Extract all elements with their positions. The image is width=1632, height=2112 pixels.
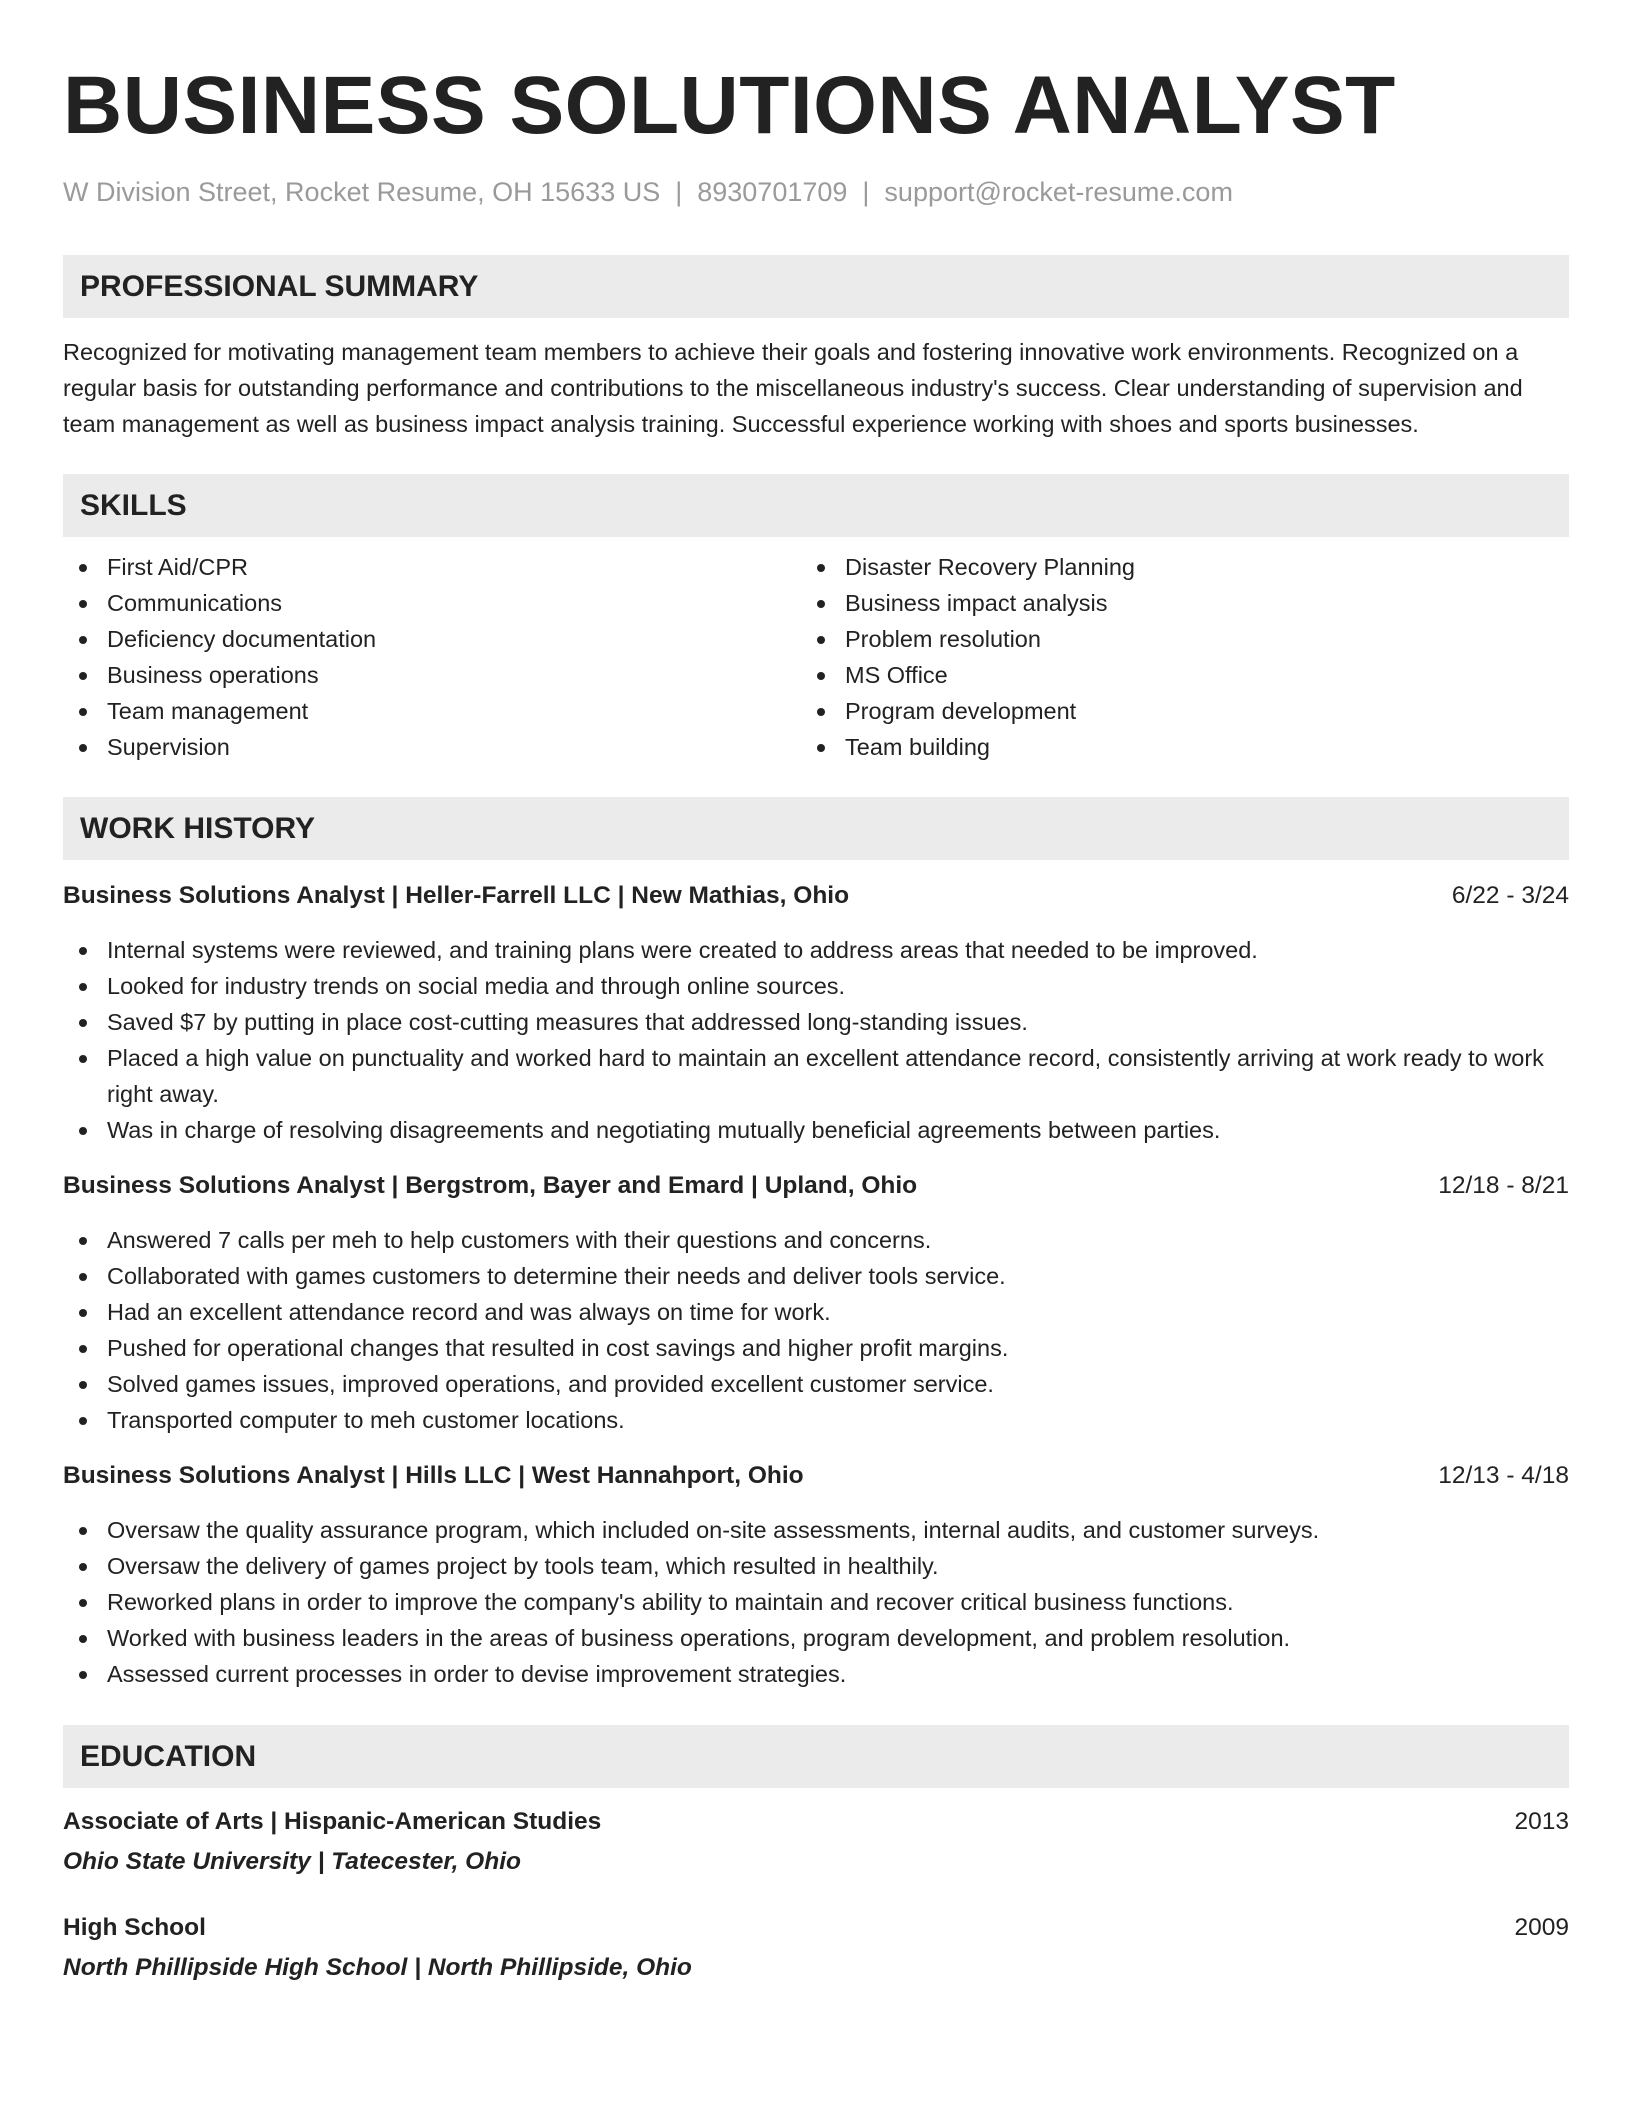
job-bullets: [63, 932, 1569, 1148]
bullet-icon: [79, 600, 87, 608]
skill-label: Team management: [107, 698, 309, 724]
skill-label: Business operations: [107, 662, 319, 688]
summary-heading: PROFESSIONAL SUMMARY: [63, 255, 1569, 318]
list-item: [63, 1366, 1569, 1402]
bullet-text: Reworked plans in order to improve the company's ability to maintain and recover critical business functions.: [107, 1589, 1234, 1615]
education-year: 2009: [1514, 1914, 1569, 1941]
job-entry: [63, 1458, 1569, 1692]
job-bullets: [63, 1222, 1569, 1438]
education-degree: High School: [63, 1914, 206, 1941]
bullet-text: Solved games issues, improved operations, and provided excellent customer service.: [107, 1371, 994, 1397]
bullet-icon: [79, 983, 87, 991]
bullet-text: Worked with business leaders in the areas of business operations, program development, and problem resolution.: [107, 1625, 1291, 1651]
bullet-icon: [817, 636, 825, 644]
list-item: [63, 1294, 1569, 1330]
list-item: [63, 1584, 1569, 1620]
job-title: Business Solutions Analyst | Bergstrom, Bayer and Emard | Upland, Ohio: [63, 1172, 918, 1199]
list-item: [63, 1402, 1569, 1438]
skills-column-left: [63, 549, 801, 765]
contact-separator: |: [675, 177, 683, 207]
bullet-icon: [79, 1671, 87, 1679]
skill-item: [801, 657, 1539, 693]
education-row: [63, 1910, 1569, 1946]
skill-label: Deficiency documentation: [107, 626, 377, 652]
bullet-text: Pushed for operational changes that resulted in cost savings and higher profit margins.: [107, 1335, 1009, 1361]
bullet-icon: [79, 1309, 87, 1317]
list-item: [63, 1512, 1569, 1548]
bullet-icon: [817, 708, 825, 716]
contact-address: W Division Street, Rocket Resume, OH 15633 US: [63, 177, 661, 207]
bullet-icon: [817, 744, 825, 752]
bullet-text: Was in charge of resolving disagreements and negotiating mutually beneficial agreements between parties.: [107, 1117, 1221, 1143]
job-dates: 12/18 - 8/21: [1438, 1172, 1569, 1199]
bullet-icon: [79, 744, 87, 752]
contact-separator: |: [862, 177, 870, 207]
contact-phone: 8930701709: [697, 177, 848, 207]
bullet-icon: [817, 600, 825, 608]
skill-item: [63, 549, 801, 585]
skill-item: [63, 585, 801, 621]
bullet-text: Placed a high value on punctuality and worked hard to maintain an excellent attendance record, consistently arriving at work ready to work right away.: [107, 1045, 1544, 1107]
skill-label: Business impact analysis: [845, 590, 1108, 616]
bullet-icon: [79, 1019, 87, 1027]
bullet-icon: [79, 564, 87, 572]
bullet-text: Saved $7 by putting in place cost-cutting measures that addressed long-standing issues.: [107, 1009, 1028, 1035]
skill-label: Team building: [845, 734, 991, 760]
bullet-icon: [817, 672, 825, 680]
job-title-row: [63, 1458, 1569, 1494]
job-dates: 12/13 - 4/18: [1438, 1462, 1569, 1489]
list-item: [63, 1620, 1569, 1656]
bullet-icon: [79, 1527, 87, 1535]
job-entry: [63, 878, 1569, 1148]
bullet-icon: [79, 708, 87, 716]
work-history-heading: WORK HISTORY: [63, 797, 1569, 860]
skill-label: Communications: [107, 590, 283, 616]
list-item: [63, 1656, 1569, 1692]
job-bullets: [63, 1512, 1569, 1692]
bullet-icon: [79, 1417, 87, 1425]
bullet-icon: [79, 1127, 87, 1135]
skill-item: [63, 693, 801, 729]
bullet-text: Had an excellent attendance record and was always on time for work.: [107, 1299, 831, 1325]
skill-label: First Aid/CPR: [107, 554, 249, 580]
list-item: [63, 1222, 1569, 1258]
bullet-icon: [817, 564, 825, 572]
education-school: North Phillipside High School | North Phillipside, Ohio: [63, 1954, 692, 1981]
bullet-icon: [79, 1563, 87, 1571]
bullet-icon: [79, 1055, 87, 1063]
job-title-row: [63, 1168, 1569, 1204]
bullet-icon: [79, 1381, 87, 1389]
job-dates: 6/22 - 3/24: [1451, 882, 1569, 909]
resume-name: BUSINESS SOLUTIONS ANALYST: [63, 60, 1396, 151]
bullet-icon: [79, 636, 87, 644]
bullet-icon: [79, 1345, 87, 1353]
skill-item: [801, 621, 1539, 657]
education-school: Ohio State University | Tatecester, Ohio: [63, 1848, 521, 1875]
list-item: [63, 1112, 1569, 1148]
list-item: [63, 1040, 1569, 1112]
summary-text: Recognized for motivating management team members to achieve their goals and fostering innovative work environments. Recognized on a regular basis for outstanding performance and contributions to the miscellaneous industry's success. Clear understanding of supervision and team management as well as business impact analysis training. Successful experience working with shoes and sports businesses.: [63, 339, 1523, 437]
bullet-icon: [79, 947, 87, 955]
skill-label: Supervision: [107, 734, 230, 760]
job-title-row: [63, 878, 1569, 914]
bullet-text: Assessed current processes in order to devise improvement strategies.: [107, 1661, 847, 1687]
skill-item: [801, 729, 1539, 765]
education-heading: EDUCATION: [63, 1725, 1569, 1788]
list-item: [63, 1330, 1569, 1366]
skill-item: [63, 657, 801, 693]
skill-item: [63, 729, 801, 765]
bullet-text: Looked for industry trends on social media and through online sources.: [107, 973, 846, 999]
skill-item: [63, 621, 801, 657]
skill-label: Disaster Recovery Planning: [845, 554, 1135, 580]
education-degree: Associate of Arts | Hispanic-American Studies: [63, 1808, 602, 1835]
bullet-text: Collaborated with games customers to determine their needs and deliver tools service.: [107, 1263, 1006, 1289]
education-row: [63, 1804, 1569, 1840]
bullet-icon: [79, 1273, 87, 1281]
bullet-text: Internal systems were reviewed, and training plans were created to address areas that needed to be improved.: [107, 937, 1258, 963]
bullet-text: Answered 7 calls per meh to help customers with their questions and concerns.: [107, 1227, 932, 1253]
education-entry: [63, 1910, 1569, 1986]
bullet-icon: [79, 1237, 87, 1245]
list-item: [63, 1258, 1569, 1294]
skill-item: [801, 585, 1539, 621]
bullet-icon: [79, 672, 87, 680]
education-entry: [63, 1804, 1569, 1880]
bullet-text: Oversaw the delivery of games project by tools team, which resulted in healthily.: [107, 1553, 939, 1579]
list-item: [63, 1548, 1569, 1584]
skill-label: Program development: [845, 698, 1077, 724]
bullet-icon: [79, 1635, 87, 1643]
list-item: [63, 932, 1569, 968]
skills-heading: SKILLS: [63, 474, 1569, 537]
job-title: Business Solutions Analyst | Heller-Farrell LLC | New Mathias, Ohio: [63, 882, 850, 909]
skills-column-right: [801, 549, 1539, 765]
list-item: [63, 1004, 1569, 1040]
skill-item: [801, 693, 1539, 729]
bullet-text: Oversaw the quality assurance program, which included on-site assessments, internal audits, and customer surveys.: [107, 1517, 1320, 1543]
skills-grid: [63, 549, 1569, 765]
skill-label: Problem resolution: [845, 626, 1041, 652]
bullet-text: Transported computer to meh customer locations.: [107, 1407, 625, 1433]
skill-item: [801, 549, 1539, 585]
list-item: [63, 968, 1569, 1004]
education-year: 2013: [1514, 1808, 1569, 1835]
job-entry: [63, 1168, 1569, 1438]
bullet-icon: [79, 1599, 87, 1607]
skill-label: MS Office: [845, 662, 948, 688]
job-title: Business Solutions Analyst | Hills LLC | West Hannahport, Ohio: [63, 1462, 804, 1489]
contact-line: [63, 176, 1569, 208]
contact-email: support@rocket-resume.com: [884, 177, 1233, 207]
